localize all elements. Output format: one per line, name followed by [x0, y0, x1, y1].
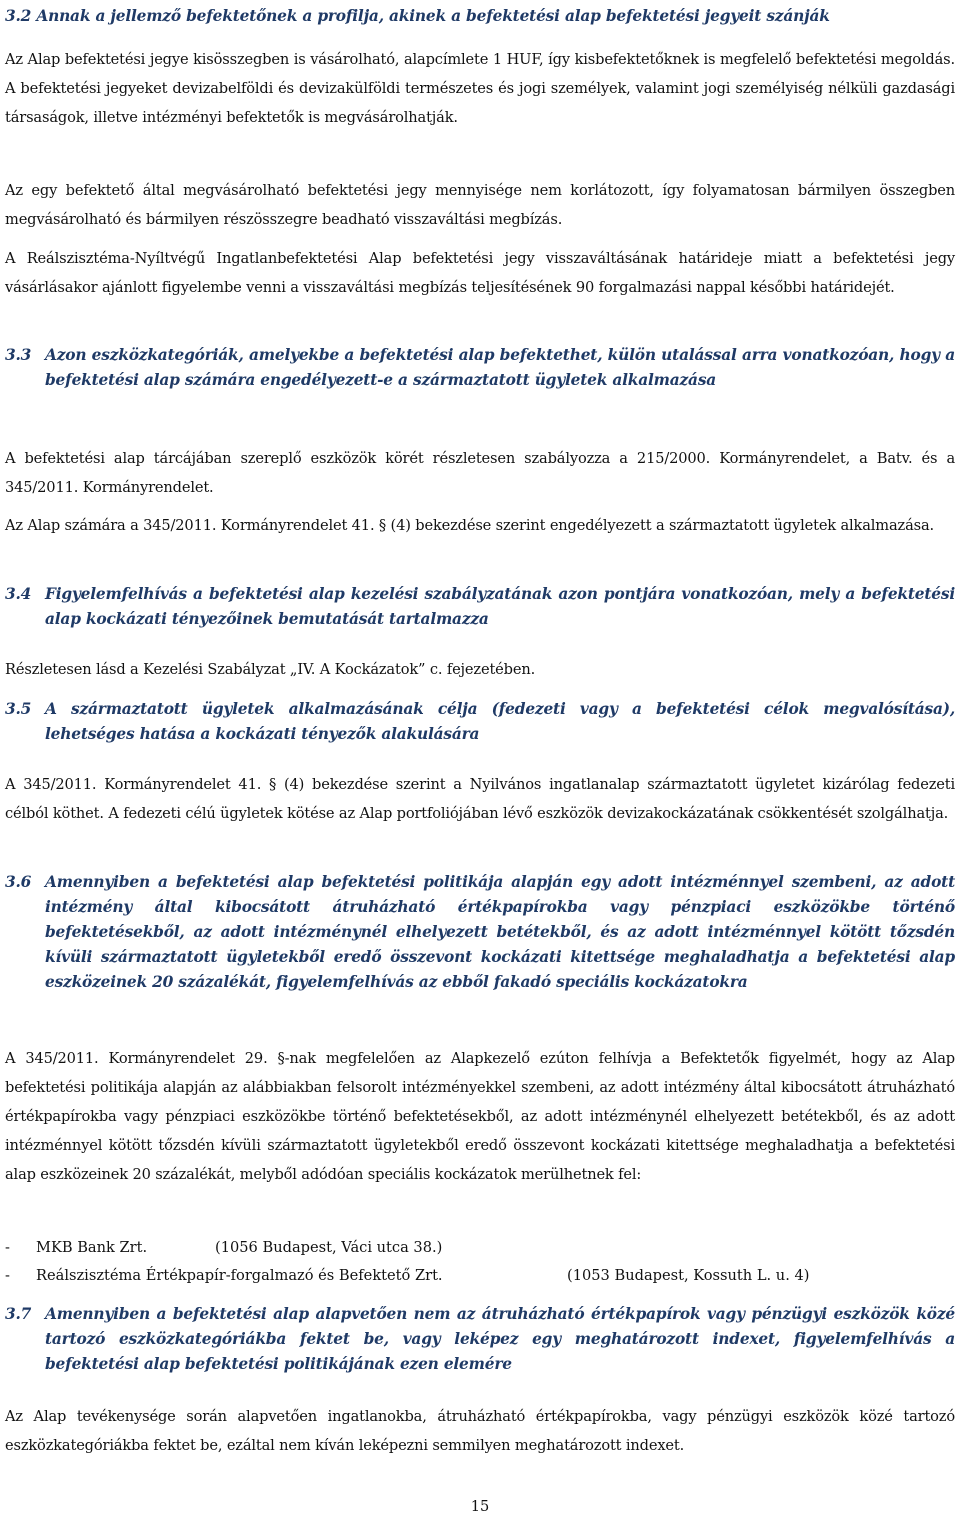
section-number: 3.6 [5, 873, 32, 891]
section-3-2-heading: 3.2 Annak a jellemző befektetőnek a profilja, akinek a befektetési alap befektetési jegyeit szánják [5, 7, 830, 25]
section-3-3-paragraph-2: Az Alap számára a 345/2011. Kormányrendelet 41. § (4) bekezdése szerint engedélyezett a származtatott ügyletek alkalmazása. [5, 517, 935, 534]
section-title: Azon eszközkategóriák, amelyekbe a befektetési alap befektethet, külön utalással arra vonatkozóan, hogy a befektetési alap számára engedélyezett-e a származtatott ügyletek alkalmazása [45, 346, 955, 389]
section-3-2-paragraph-2: Az egy befektető által megvásárolható befektetési jegy mennyisége nem korlátozott, így folyamatosan bármilyen összegben megvásárolható és bármilyen részösszegre beadható visszaváltási megbízás. [5, 182, 955, 228]
list-item-name: Reálszisztéma Értékpapír-forgalmazó és Befektető Zrt. [36, 1267, 443, 1284]
section-number: 3.5 [5, 700, 32, 718]
section-title: Amennyiben a befektetési alap befektetési politikája alapján egy adott intézménnyel szembeni, az adott intézmény által kibocsátott átruházható értékpapírokba vagy pénzpiaci eszközökbe történő befektetésekből, az adott intézménynél elhelyezett betétekből, és az adott intézménnyel kötött tőzsdén kívüli származtatott ügyletekből eredő összevont kockázati kitettsége meghaladhatja a befektetési alap eszközeinek 20 százalékát, figyelemfelhívás az ebből fakadó speciális kockázatokra [45, 873, 955, 991]
section-title: Amennyiben a befektetési alap alapvetően nem az átruházható értékpapírok vagy pénzügyi eszközök közé tartozó eszközkategóriákba fektet be, vagy leképez egy meghatározott indexet, figyelemfelhívás a befektetési alap befektetési politikájának ezen elemére [45, 1305, 955, 1373]
section-3-6-paragraph-1: A 345/2011. Kormányrendelet 29. §-nak megfelelően az Alapkezelő ezúton felhívja a Befektetők figyelmét, hogy az Alap befektetési politikája alapján az alábbiakban felsorolt intézményekkel szembeni, az adott intézmény által kibocsátott átruházható értékpapírokba vagy pénzpiaci eszközökbe történő befektetésekből, az adott intézménynél elhelyezett betétekből, és az adott intézménnyel kötött tőzsdén kívüli származtatott ügyletekből eredő összevont kockázati kitettsége meghaladhatja a befektetési alap eszközeinek 20 százalékát, melyből adódóan speciális kockázatok merülhetnek fel: [5, 1050, 955, 1183]
section-3-2-paragraph-3: A Reálszisztéma-Nyíltvégű Ingatlanbefektetési Alap befektetési jegy visszaváltásának határideje miatt a befektetési jegy vásárlásakor ajánlott figyelembe venni a visszaváltási megbízás teljesítésének 90 forgalmazási nappal későbbi határidejét. [5, 250, 955, 296]
section-number: 3.7 [5, 1305, 32, 1323]
section-3-4-paragraph-1: Részletesen lásd a Kezelési Szabályzat „IV. A Kockázatok” c. fejezetében. [5, 661, 536, 678]
section-3-3-heading [5, 343, 955, 393]
section-number: 3.4 [5, 585, 32, 603]
list-item-address: (1056 Budapest, Váci utca 38.) [215, 1239, 443, 1256]
list-dash: - [5, 1239, 10, 1256]
page-number: 15 [470, 1498, 490, 1515]
section-3-5-heading [5, 697, 955, 747]
section-3-3-paragraph-1: A befektetési alap tárcájában szereplő eszközök körét részletesen szabályozza a 215/2000. Kormányrendelet, a Batv. és a 345/2011. Kormányrendelet. [5, 450, 955, 496]
list-item-name: MKB Bank Zrt. [36, 1239, 148, 1256]
section-3-2-paragraph-1: Az Alap befektetési jegye kisösszegben is vásárolható, alapcímlete 1 HUF, így kisbefektetőknek is megfelelő befektetési megoldás. A befektetési jegyeket devizabelföldi és devizakülföldi természetes és jogi személyek, valamint jogi személyiség nélküli gazdasági társaságok, illetve intézményi befektetők is megvásárolhatják. [5, 51, 955, 126]
section-title: A származtatott ügyletek alkalmazásának célja (fedezeti vagy a befektetési célok megvalósítása), lehetséges hatása a kockázati tényezők alakulására [45, 700, 955, 743]
section-number: 3.3 [5, 346, 32, 364]
section-title: Figyelemfelhívás a befektetési alap kezelési szabályzatának azon pontjára vonatkozóan, mely a befektetési alap kockázati tényezőinek bemutatását tartalmazza [45, 585, 955, 628]
section-3-4-heading [5, 582, 955, 632]
list-item-address: (1053 Budapest, Kossuth L. u. 4) [567, 1267, 810, 1284]
list-dash: - [5, 1267, 10, 1284]
section-3-7-paragraph-1: Az Alap tevékenysége során alapvetően ingatlanokba, átruházható értékpapírokba, vagy pénzügyi eszközök közé tartozó eszközkategóriákba fektet be, ezáltal nem kíván leképezni semmilyen meghatározott indexet. [5, 1408, 955, 1454]
section-3-5-paragraph-1: A 345/2011. Kormányrendelet 41. § (4) bekezdése szerint a Nyilvános ingatlanalap származtatott ügyletet kizárólag fedezeti célból köthet. A fedezeti célú ügyletek kötése az Alap portfoliójában lévő eszközök devizakockázatának csökkentését szolgálhatja. [5, 776, 955, 822]
section-3-7-heading [5, 1302, 955, 1377]
section-3-6-heading [5, 870, 955, 995]
